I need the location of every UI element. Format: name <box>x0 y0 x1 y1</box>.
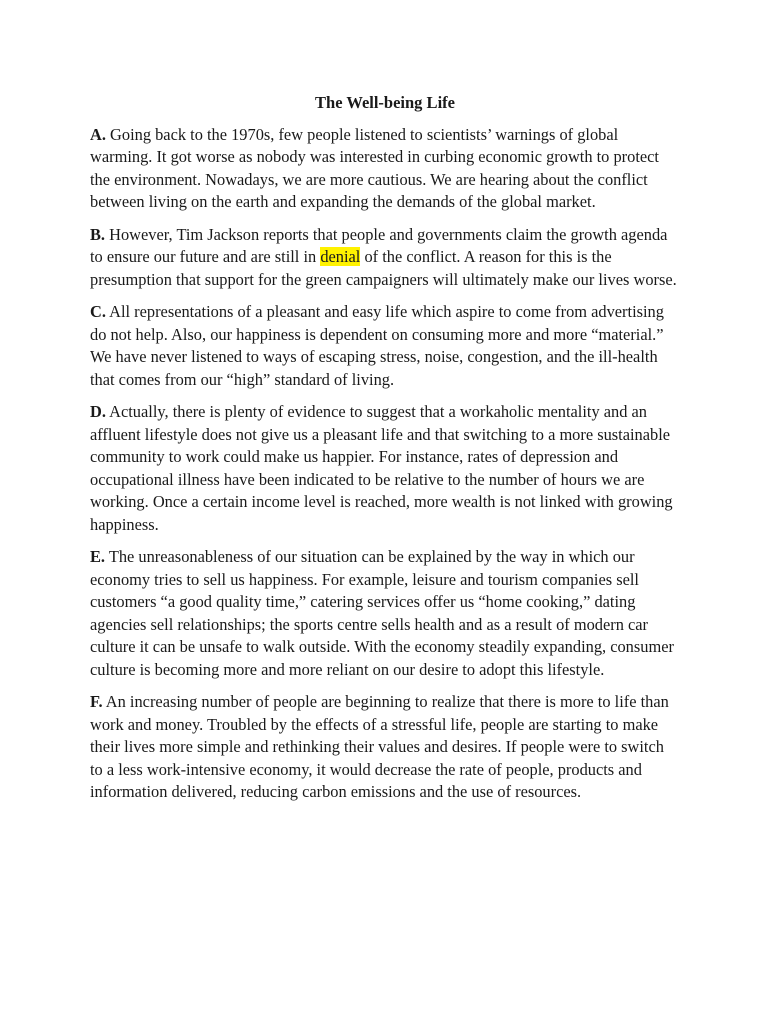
highlighted-word: denial <box>320 247 361 266</box>
paragraph-letter: C. <box>90 302 106 321</box>
paragraph-f <box>90 691 680 804</box>
paragraph-b <box>90 224 680 292</box>
paragraph-e <box>90 546 680 681</box>
document-title: The Well-being Life <box>315 93 455 112</box>
paragraph-letter: F. <box>90 692 103 711</box>
paragraph-a <box>90 124 680 214</box>
paragraph-text: All representations of a pleasant and easy life which aspire to come from advertising do not help. Also, our happiness is dependent on consuming more and more “material.” We have never listened to ways of escaping stress, noise, congestion, and the ill-health that comes from our “high” standard of living. <box>90 302 664 389</box>
paragraph-letter: E. <box>90 547 106 566</box>
paragraph-text-before: However, Tim Jackson reports that people and governments claim the growth agenda to ensure our future and are still in <box>90 224 668 266</box>
paragraph-c <box>90 301 680 391</box>
paragraph-letter: D. <box>90 402 106 421</box>
paragraph-text: An increasing number of people are beginning to realize that there is more to life than work and money. Troubled by the effects of a stressful life, people are starting to make their lives more simple and rethinking their values and desires. If people were to switch to a less work-intensive economy, it would decrease the rate of people, products and information delivered, reducing carbon emissions and the use of resources. <box>90 692 669 801</box>
paragraph-text: Going back to the 1970s, few people listened to scientists’ warnings of global warming. It got worse as nobody was interested in curbing economic growth to protect the environment. Nowadays, we are more cautious. We are hearing about the conflict between living on the earth and expanding the demands of the global market. <box>90 124 659 211</box>
paragraph-letter: B. <box>90 224 106 244</box>
paragraph-text: Actually, there is plenty of evidence to suggest that a workaholic mentality and an affluent lifestyle does not give us a pleasant life and that switching to a more sustainable community to work could make us happier. For instance, rates of depression and occupational illness have been indicated to be relative to the number of hours we are working. Once a certain income level is reached, more wealth is not linked with growing happiness. <box>90 402 673 534</box>
paragraph-text: The unreasonableness of our situation can be explained by the way in which our economy tries to sell us happiness. For example, leisure and tourism companies sell customers “a good quality time,” catering services offer us “home cooking,” dating agencies sell relationships; the sports centre sells health and as a result of modern car culture it can be unsafe to walk outside. With the economy steadily expanding, consumer culture is becoming more and more reliant on our desire to adopt this lifestyle. <box>90 547 674 679</box>
document-page <box>90 92 680 814</box>
paragraph-letter: A. <box>90 124 106 144</box>
paragraph-d <box>90 401 680 536</box>
paragraph-text-after: of the conflict. A reason for this is the presumption that support for the green campaigners will ultimately make our lives worse. <box>90 247 677 289</box>
